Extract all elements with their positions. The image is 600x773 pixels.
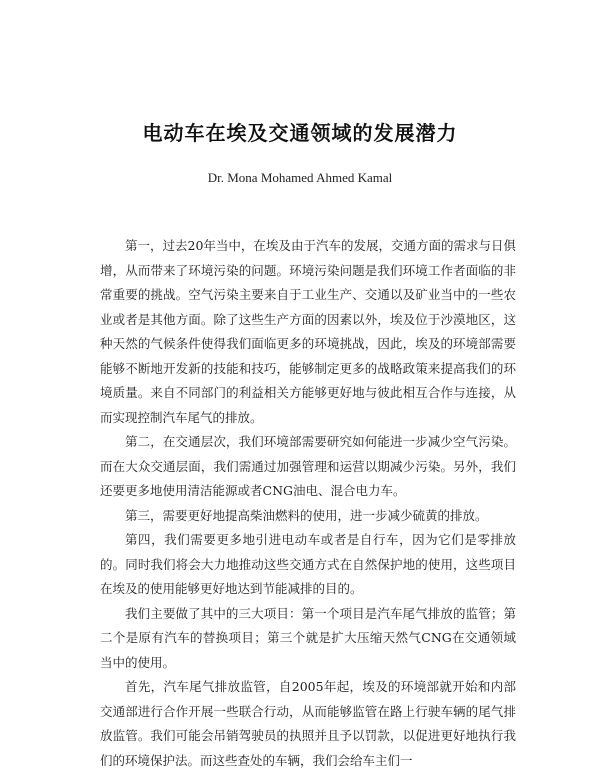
body-text — [100, 234, 516, 773]
paragraph: 第四，我们需要更多地引进电动车或者是自行车，因为它们是零排放的。同时我们将会大力地推动这些交通方式在自然保护地的使用，这些项目在埃及的使用能够更好地达到节能减排的目的。 — [100, 532, 516, 596]
paragraph: 第二，在交通层次，我们环境部需要研究如何能进一步减少空气污染。而在大众交通层面，我们需通过加强管理和运营以期减少污染。另外，我们还要更多地使用清洁能源或者CNG油电、混合电力车。 — [100, 434, 516, 498]
paragraph: 第三，需要更好地提高柴油燃料的使用，进一步减少硫黄的排放。 — [125, 507, 488, 523]
paragraph: 我们主要做了其中的三大项目：第一个项目是汽车尾气排放的监管；第二个是原有汽车的替换项目；第三个就是扩大压缩天然气CNG在交通领域当中的使用。 — [100, 605, 516, 670]
paragraph: 首先，汽车尾气排放监管，自2005年起，埃及的环境部就开始和内部交通部进行合作开展一些联合行动，从而能够监管在路上行驶车辆的尾气排放监管。我们可能会吊销驾驶员的执照并且予以罚款，以促进更好地执行我们的环境保护法。而这些查处的车辆，我们会给车主们一 — [100, 679, 516, 768]
author-name: Dr. Mona Mohamed Ahmed Kamal — [207, 170, 393, 185]
document-title: 电动车在埃及交通领域的发展潜力 — [142, 121, 458, 145]
paragraph: 第一，过去20年当中，在埃及由于汽车的发展，交通方面的需求与日俱增，从而带来了环境污染的问题。环境污染问题是我们环境工作者面临的非常重要的挑战。空气污染主要来自于工业生产、交通以及矿业当中的一些农业或者是其他方面。除了这些生产方面的因素以外，埃及位于沙漠地区，这种天然的气候条件使得我们面临更多的环境挑战，因此，埃及的环境部需要能够不断地开发新的技能和技巧，能够制定更多的战略政策来提高我们的环境质量。来自不同部门的利益相关方能够更好地与彼此相互合作与连接，从而实现控制汽车尾气的排放。 — [100, 238, 516, 425]
